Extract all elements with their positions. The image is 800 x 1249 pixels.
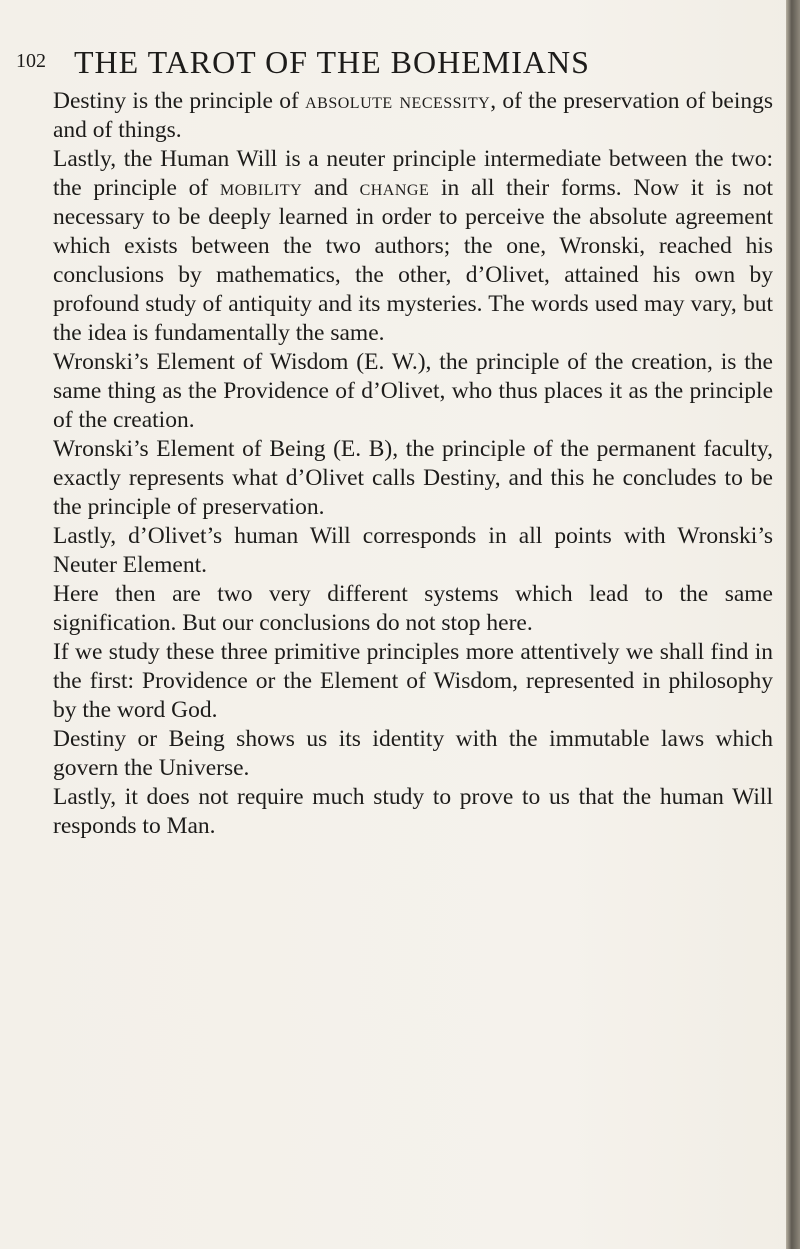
page-edge bbox=[786, 0, 800, 1249]
text-segment: Destiny is the principle of bbox=[53, 88, 306, 114]
paragraph bbox=[53, 783, 773, 841]
paragraph bbox=[53, 87, 773, 145]
paragraph bbox=[53, 522, 773, 580]
text-segment: Lastly, the Human Will is a neuter principle intermediate between the two: the principle of bbox=[53, 146, 773, 201]
text-segment: , of the preservation of beings and of things. bbox=[53, 88, 773, 143]
running-title: THE TAROT OF THE BOHEMIANS bbox=[74, 44, 590, 80]
text-segment: in all their forms. Now it is not necessary to be deeply learned in order to perceive the absolute agreement which exists between the two authors; the one, Wronski, reached his conclusions by mathematics, the other, d’Olivet, attained his own by profound study of antiquity and its mysteries. The words used may vary, but the idea is fundamentally the same. bbox=[53, 175, 773, 346]
small-caps-term: change bbox=[359, 175, 430, 201]
small-caps-term: absolute necessity bbox=[305, 88, 491, 114]
small-caps-term: mobility bbox=[219, 175, 303, 201]
body-text bbox=[53, 87, 773, 841]
paragraph bbox=[53, 145, 773, 348]
text-segment: and bbox=[302, 175, 360, 201]
text-segment: Wronski’s Element of Wisdom (E. W.), the principle of the creation, is the same thing as the Providence of d’Olivet, who thus places it as the principle of the creation. bbox=[53, 349, 773, 433]
running-head bbox=[16, 44, 786, 84]
page-number: 102 bbox=[16, 50, 46, 72]
paragraph bbox=[53, 348, 773, 435]
text-segment: Wronski’s Element of Being (E. B), the principle of the permanent faculty, exactly represents what d’Olivet calls Destiny, and this he concludes to be the principle of preservation. bbox=[53, 436, 773, 520]
text-segment: If we study these three primitive principles more attentively we shall find in the first: Providence or the Element of Wisdom, represented in philosophy by the word God. bbox=[53, 639, 773, 723]
paragraph bbox=[53, 435, 773, 522]
text-segment: Lastly, d’Olivet’s human Will corresponds in all points with Wronski’s Neuter Element. bbox=[53, 523, 773, 578]
text-segment: Here then are two very different systems which lead to the same signification. But our conclusions do not stop here. bbox=[53, 581, 773, 636]
paragraph bbox=[53, 580, 773, 638]
text-segment: Destiny or Being shows us its identity with the immutable laws which govern the Universe. bbox=[53, 726, 773, 781]
paragraph bbox=[53, 638, 773, 725]
paragraph bbox=[53, 725, 773, 783]
text-segment: Lastly, it does not require much study to prove to us that the human Will responds to Man. bbox=[53, 784, 773, 839]
